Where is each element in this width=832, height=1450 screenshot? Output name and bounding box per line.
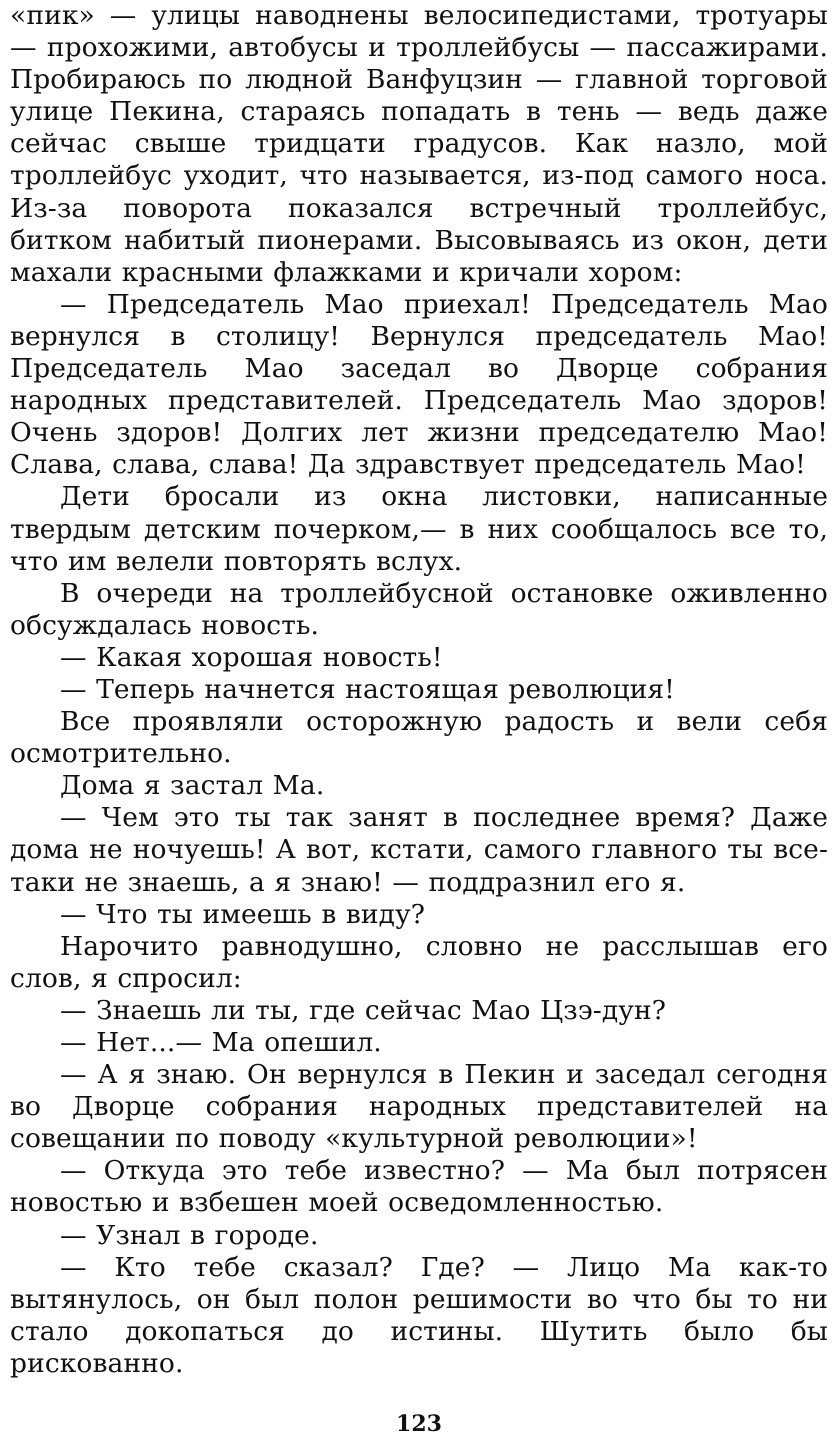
paragraph-4: В очереди на троллейбусной остановке оживленно обсуждалась новость. xyxy=(10,577,828,641)
page-body-text xyxy=(10,0,828,1380)
paragraph-17: — Кто тебе сказал? Где? — Лицо Ма как-то вытянулось, он был полон решимости во что бы то ни стало докопаться до истины. Шутить было бы рискованно. xyxy=(10,1251,828,1379)
paragraph-10: — Что ты имеешь в виду? xyxy=(60,898,426,930)
paragraph-1: «пик» — улицы наводнены велосипедистами, тротуары — прохожими, автобусы и троллейбусы — пассажирами. Пробираюсь по людной Ванфуцзин — главной торговой улице Пекина, стараясь попадать в тень — ведь даже сейчас свыше тридцати градусов. Как назло, мой троллейбус уходит, что называется, из-под самого носа. Из-за поворота показался встречный троллейбус, битком набитый пионерами. Высовываясь из окон, дети махали красными флажками и кричали хором: xyxy=(10,0,828,288)
paragraph-5: — Какая хорошая новость! xyxy=(60,641,443,673)
paragraph-6: — Теперь начнется настоящая революция! xyxy=(60,673,675,705)
paragraph-12: — Знаешь ли ты, где сейчас Мао Цзэ-дун? xyxy=(60,994,667,1026)
paragraph-13: — Нет...— Ма опешил. xyxy=(60,1027,382,1058)
paragraph-14: — А я знаю. Он вернулся в Пекин и заседал сегодня во Дворце собрания народных представителей на совещании по поводу «культурной революции»! xyxy=(10,1059,828,1155)
paragraph-9: — Чем это ты так занят в последнее время? Даже дома не ночуешь! А вот, кстати, самого главного ты все-таки не знаешь, а я знаю! — поддразнил его я. xyxy=(10,802,828,898)
paragraph-2: — Председатель Мао приехал! Председатель Мао вернулся в столицу! Вернулся председатель Мао! Председатель Мао заседал во Дворце собрания народных представителей. Председатель Мао здоров! Очень здоров! Долгих лет жизни председателю Мао! Слава, слава, слава! Да здравствует председатель Мао! xyxy=(10,288,828,481)
paragraph-11: Нарочито равнодушно, словно не расслышав его слов, я спросил: xyxy=(10,930,828,994)
paragraph-8: Дома я застал Ма. xyxy=(60,770,325,802)
page-number: 123 xyxy=(396,1411,442,1437)
paragraph-7: Все проявляли осторожную радость и вели себя осмотрительно. xyxy=(10,706,828,770)
paragraph-16: — Узнал в городе. xyxy=(60,1219,319,1251)
paragraph-3: Дети бросали из окна листовки, написанные твердым детским почерком,— в них сообщалось все то, что им велели повторять вслух. xyxy=(10,481,828,577)
paragraph-15: — Откуда это тебе известно? — Ма был потрясен новостью и взбешен моей осведомленностью. xyxy=(10,1155,828,1219)
book-page xyxy=(10,0,828,1450)
